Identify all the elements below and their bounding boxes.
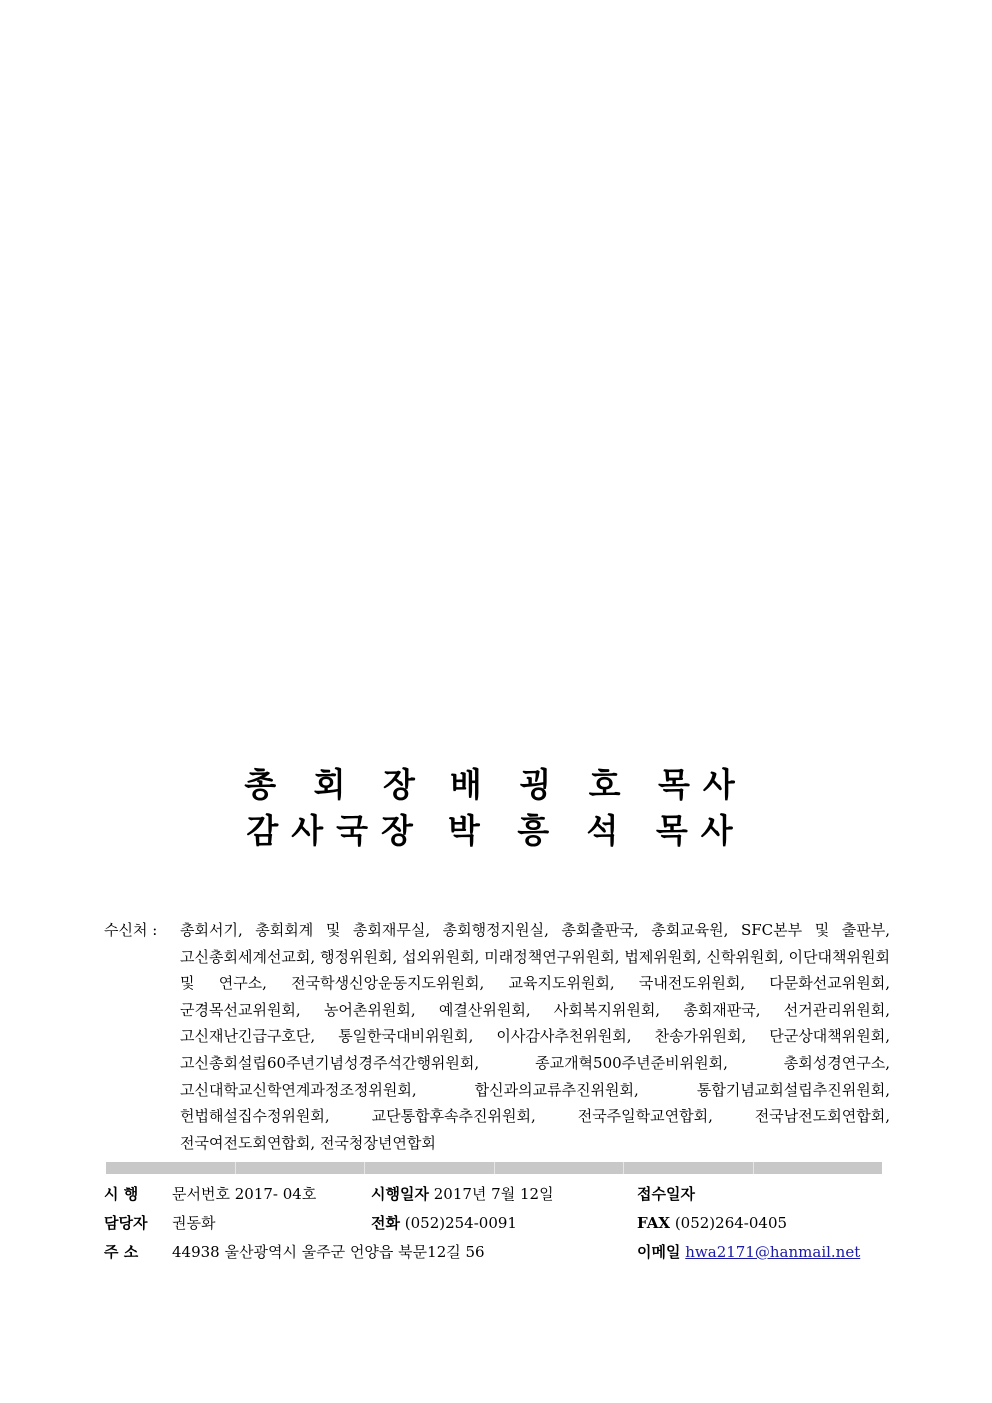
phone-number: (052)254-0091 [404,1214,517,1232]
phone-label: 전화 [371,1214,400,1232]
fax-number: (052)264-0405 [674,1214,788,1232]
signature-block [0,762,992,854]
moderator-name: 배 굉 호 목사 [449,765,748,804]
recipients-list: 총회서기, 총회회계 및 총회재무실, 총회행정지원실, 총회출판국, 총회교육원, SFC본부 및 출판부, 고신총회세계선교회, 행정위원회, 섭외위원회, 미래정책연구위원회, 법제위원회, 신학위원회, 이단대책위원회 및 연구소, 전국학생신앙운동지도위원회, 교육지도위원회, 국내전도위원회, 다문화선교위원회, 군경목선교위원회, 농어촌위원회, 예결산위원회, 사회복지위원회, 총회재판국, 선거관리위원회, 고신재난긴급구호단, 통일한국대비위원회, 이사감사추천위원회, 찬송가위원회, 단군상대책위원회, 고신총회설립60주년기념성경주석간행위원회, 종교개혁500주년준비위원회, 총회성경연구소, 고신대학교신학연계과정조정위원회, 합신과의교류추진위원회, 통합기념교회설립추진위원회, 헌법해설집수정위원회, 교단통합후속추진위원회, 전국주일학교연합회, 전국남전도회연합회, 전국여전도회연합회, 전국청장년연합회 [180,921,890,1152]
moderator-title: 총 회 장 [244,765,428,804]
document-info [104,1180,894,1267]
signature-line-audit-director [0,808,992,854]
audit-director-name: 박 흥 석 목사 [447,811,746,850]
audit-director-title: 감사국장 [246,811,426,850]
receipt-date-label: 접수일자 [637,1185,695,1203]
email-link[interactable]: hwa2171@hanmail.net [685,1243,861,1261]
enforcement-label: 시 행 [104,1185,139,1203]
doc-number: 문서번호 2017- 04호 [172,1185,317,1203]
manager-name: 권동화 [172,1214,216,1232]
address: 44938 울산광역시 울주군 언양읍 북문12길 56 [172,1243,485,1261]
email-label: 이메일 [637,1243,681,1261]
enforcement-date-label: 시행일자 [371,1185,429,1203]
info-row-manager [104,1209,894,1238]
info-row-enforcement [104,1180,894,1209]
recipients-label: 수신처 : [104,921,158,939]
info-row-address [104,1238,894,1267]
signature-line-moderator [0,762,992,808]
fax-label: FAX [637,1214,671,1232]
divider-bar [106,1162,882,1174]
manager-label: 담당자 [104,1214,148,1232]
address-label: 주 소 [104,1243,139,1261]
enforcement-date: 2017년 7월 12일 [433,1185,554,1203]
recipients-section [104,917,894,1156]
